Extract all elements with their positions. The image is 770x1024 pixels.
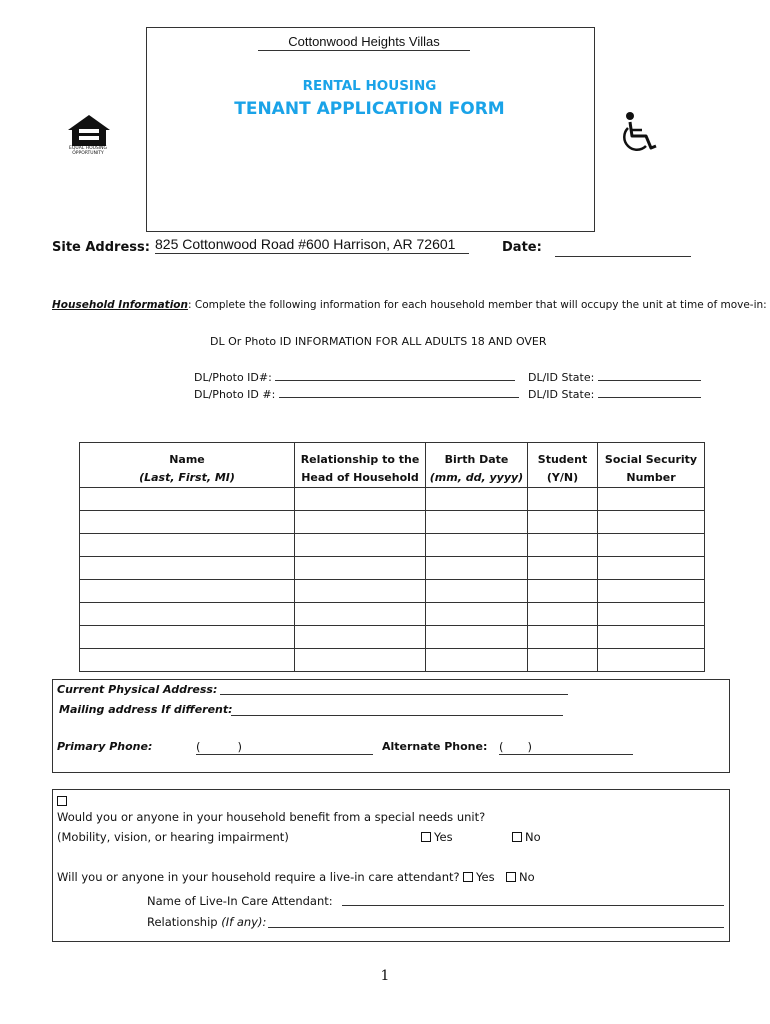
table-row [80,488,705,511]
table-row [80,580,705,603]
student-cell[interactable] [528,534,598,557]
alternate-phone-label: Alternate Phone: [382,740,488,753]
household-label: Household Information [52,299,188,311]
relationship-cell[interactable] [295,580,426,603]
table-row [80,626,705,649]
special-needs-yes[interactable]: Yes [421,830,453,844]
table-header-row [80,443,705,488]
student-cell[interactable] [528,580,598,603]
table-row [80,649,705,672]
special-needs-subtext: (Mobility, vision, or hearing impairment) [57,830,289,844]
relationship-cell[interactable] [295,557,426,580]
dl-id-field[interactable] [275,370,515,381]
special-needs-question: Would you or anyone in your household benefit from a special needs unit? [57,810,486,824]
household-instruction [52,299,767,311]
dl-state-field[interactable] [598,387,701,398]
dl-row-2 [194,387,519,401]
birth-date-cell[interactable] [426,649,528,672]
relationship-cell[interactable] [295,626,426,649]
relationship-cell[interactable] [295,534,426,557]
dl-id-field[interactable] [279,387,519,398]
attendant-name-field[interactable] [342,895,724,906]
col-relationship: Relationship to the Head of Household [295,443,426,488]
checkbox-icon[interactable] [506,872,516,882]
property-name: Cottonwood Heights Villas [258,34,470,51]
col-ssn: Social Security Number [598,443,705,488]
header-box [146,27,595,232]
ssn-cell[interactable] [598,649,705,672]
name-cell[interactable] [80,534,295,557]
student-cell[interactable] [528,511,598,534]
site-address-field[interactable]: 825 Cottonwood Road #600 Harrison, AR 72601 [155,236,469,254]
name-cell[interactable] [80,511,295,534]
dl-row-1 [194,370,515,384]
equal-housing-text: EQUAL HOUSING OPPORTUNITY [69,146,107,156]
ssn-cell[interactable] [598,488,705,511]
attendant-yes[interactable]: Yes [463,870,495,884]
dl-state-row-2 [528,387,701,401]
name-cell[interactable] [80,580,295,603]
name-cell[interactable] [80,488,295,511]
checkbox-icon[interactable] [512,832,522,842]
relationship-cell[interactable] [295,488,426,511]
student-cell[interactable] [528,649,598,672]
household-table [79,442,705,672]
birth-date-cell[interactable] [426,580,528,603]
mailing-address-label: Mailing address If different: [59,703,233,716]
ssn-cell[interactable] [598,534,705,557]
title-rental-housing: RENTAL HOUSING [302,78,437,94]
date-label: Date: [502,240,542,255]
birth-date-cell[interactable] [426,626,528,649]
ssn-cell[interactable] [598,580,705,603]
relationship-field[interactable] [268,917,724,928]
table-row [80,557,705,580]
current-address-label: Current Physical Address: [57,683,218,696]
ssn-cell[interactable] [598,603,705,626]
col-birth-date: Birth Date (mm, dd, yyyy) [426,443,528,488]
table-row [80,534,705,557]
dl-state-row-1 [528,370,701,384]
col-student: Student (Y/N) [528,443,598,488]
birth-date-cell[interactable] [426,557,528,580]
student-cell[interactable] [528,626,598,649]
dl-state-label: DL/ID State: [528,388,595,401]
name-cell[interactable] [80,557,295,580]
current-address-field[interactable] [220,684,568,695]
attendant-no[interactable]: No [506,870,535,884]
ssn-cell[interactable] [598,557,705,580]
primary-phone-field[interactable]: ( ) [196,740,373,755]
site-address-label: Site Address: [52,240,150,255]
attendant-question: Will you or anyone in your household require a live-in care attendant? [57,870,460,884]
checkbox-icon[interactable] [421,832,431,842]
date-field[interactable] [555,256,691,257]
name-cell[interactable] [80,649,295,672]
student-cell[interactable] [528,557,598,580]
birth-date-cell[interactable] [426,603,528,626]
relationship-label: Relationship (If any): [147,915,267,929]
student-cell[interactable] [528,488,598,511]
attendant-name-label: Name of Live-In Care Attendant: [147,894,333,908]
title-tenant-application-form: TENANT APPLICATION FORM [234,99,505,119]
relationship-cell[interactable] [295,603,426,626]
relationship-cell[interactable] [295,649,426,672]
dl-id-label: DL/Photo ID#: [194,371,272,384]
mailing-address-field[interactable] [231,705,563,716]
birth-date-cell[interactable] [426,488,528,511]
special-needs-no[interactable]: No [512,830,541,844]
household-instruction-text: : Complete the following information for each household member that will occupy the unit at time of move-in: [187,299,767,311]
name-cell[interactable] [80,603,295,626]
alternate-phone-field[interactable]: ( ) [499,740,633,755]
col-name: Name (Last, First, MI) [80,443,295,488]
checkbox-icon[interactable] [463,872,473,882]
table-row [80,511,705,534]
dl-heading: DL Or Photo ID INFORMATION FOR ALL ADULTS 18 AND OVER [210,335,547,348]
name-cell[interactable] [80,626,295,649]
dl-state-field[interactable] [598,370,701,381]
page-number: 1 [380,968,390,984]
dl-state-label: DL/ID State: [528,371,595,384]
ssn-cell[interactable] [598,626,705,649]
student-cell[interactable] [528,603,598,626]
primary-phone-label: Primary Phone: [57,740,153,753]
checkbox-icon[interactable] [57,796,67,806]
birth-date-cell[interactable] [426,511,528,534]
ssn-cell[interactable] [598,511,705,534]
wheelchair-accessible-icon [620,110,664,156]
relationship-cell[interactable] [295,511,426,534]
dl-id-label: DL/Photo ID #: [194,388,276,401]
birth-date-cell[interactable] [426,534,528,557]
table-row [80,603,705,626]
